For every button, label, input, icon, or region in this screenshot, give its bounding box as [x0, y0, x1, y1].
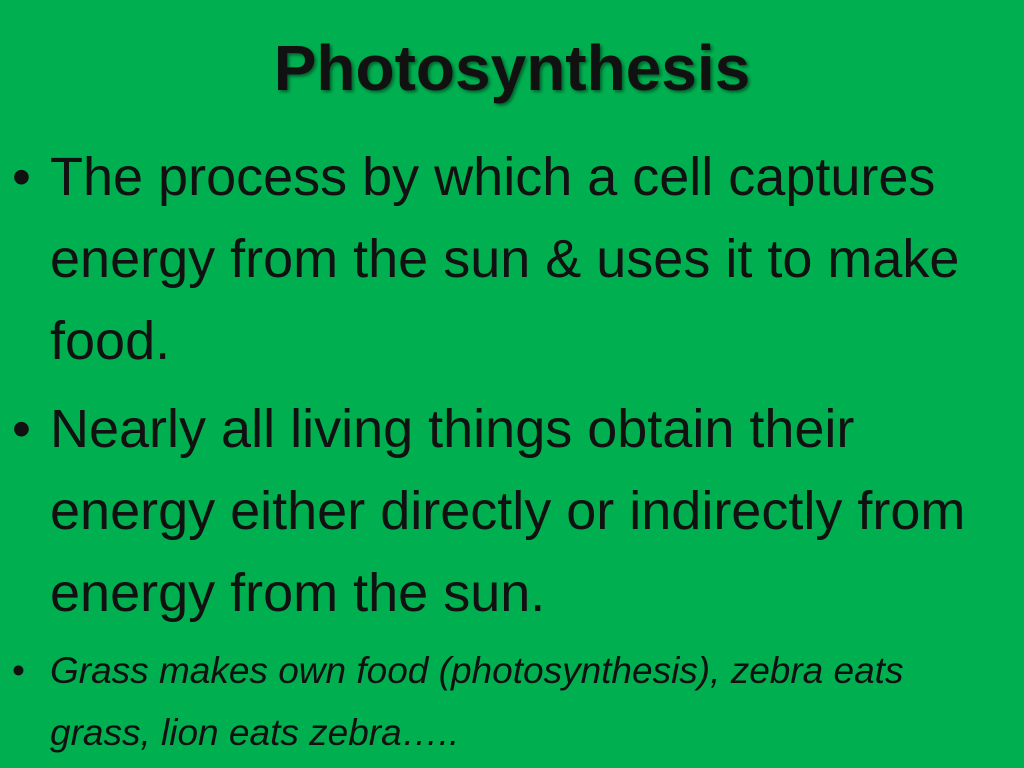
- bullet-text: The process by which a cell captures energy from the sun & uses it to make food.: [50, 147, 960, 371]
- slide-title: Photosynthesis: [273, 32, 751, 104]
- bullet-item: [10, 136, 1014, 382]
- bullet-dot-icon: •: [12, 399, 31, 459]
- bullet-item-example: [10, 640, 1014, 764]
- bullet-text: Nearly all living things obtain their energy either directly or indirectly from energy from the sun.: [50, 399, 966, 623]
- bullet-text: Grass makes own food (photosynthesis), zebra eats grass, lion eats zebra…..: [50, 650, 904, 753]
- bullet-dot-icon: •: [12, 147, 31, 207]
- bullet-list: [10, 136, 1014, 764]
- bullet-item: [10, 388, 1014, 634]
- bullet-dot-icon: •: [12, 650, 25, 691]
